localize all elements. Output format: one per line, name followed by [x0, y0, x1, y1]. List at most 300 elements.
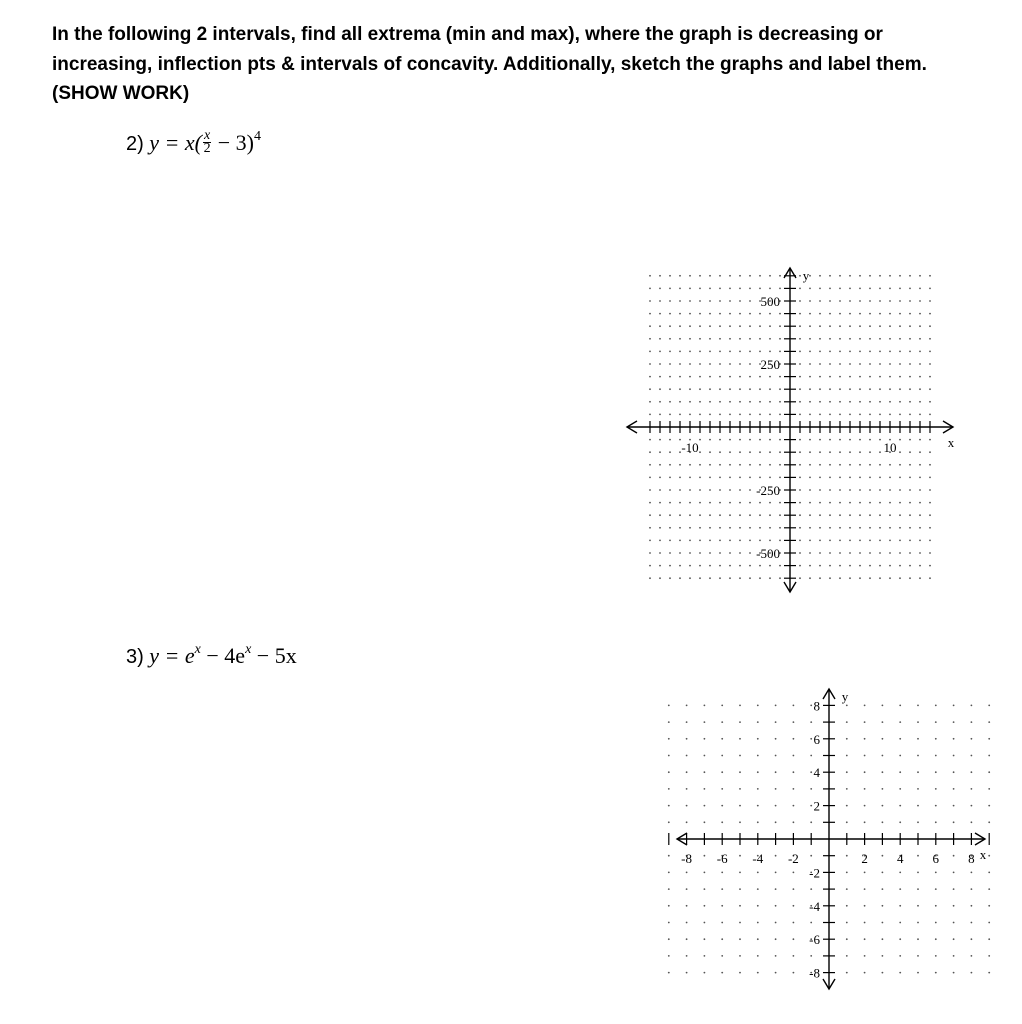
grid-dot [719, 401, 721, 403]
grid-dot [953, 788, 955, 790]
grid-dot [689, 363, 691, 365]
x-tick-label: -8 [681, 851, 693, 866]
grid-dot [899, 451, 901, 453]
grid-dot [709, 439, 711, 441]
grid-dot [669, 477, 671, 479]
grid-dot [775, 821, 777, 823]
grid-dot [839, 489, 841, 491]
grid-dot [779, 502, 781, 504]
grid-dot [759, 451, 761, 453]
grid-dot [679, 502, 681, 504]
grid-dot [689, 325, 691, 327]
grid-dot [889, 514, 891, 516]
grid-dot [649, 401, 651, 403]
grid-dot [864, 738, 866, 740]
grid-dot [649, 388, 651, 390]
grid-dot [709, 451, 711, 453]
grid-dot [988, 805, 990, 807]
grid-dot [909, 514, 911, 516]
grid-dot [889, 288, 891, 290]
grid-dot [793, 738, 795, 740]
grid-dot [919, 313, 921, 315]
grid-dot [769, 338, 771, 340]
grid-dot [669, 325, 671, 327]
grid-dot [819, 288, 821, 290]
grid-dot [917, 872, 919, 874]
grid-dot [829, 313, 831, 315]
grid-dot [719, 464, 721, 466]
grid-dot [749, 376, 751, 378]
grid-dot [689, 288, 691, 290]
grid-dot [849, 451, 851, 453]
problem-3-exponent-2: x [245, 641, 252, 657]
grid-dot [919, 351, 921, 353]
grid-dot [668, 972, 670, 974]
grid-dot [971, 805, 973, 807]
problem-3-lhs: y = e [149, 643, 195, 668]
grid-dot [709, 502, 711, 504]
grid-dot [709, 351, 711, 353]
grid-dot [704, 788, 706, 790]
grid-dot [699, 376, 701, 378]
grid-dot [689, 414, 691, 416]
grid-dot [899, 721, 901, 723]
grid-dot [869, 477, 871, 479]
grid-dot [919, 552, 921, 554]
grid-dot [899, 938, 901, 940]
grid-dot [775, 888, 777, 890]
grid-dot [668, 922, 670, 924]
grid-dot [699, 313, 701, 315]
grid-dot [699, 464, 701, 466]
grid-dot [719, 502, 721, 504]
grid-dot [829, 477, 831, 479]
grid-dot [689, 514, 691, 516]
grid-dot [779, 414, 781, 416]
grid-dot [889, 325, 891, 327]
grid-dot [810, 755, 812, 757]
grid-dot [739, 872, 741, 874]
grid-dot [988, 755, 990, 757]
grid-dot [793, 888, 795, 890]
grid-dot [882, 955, 884, 957]
grid-dot [686, 872, 688, 874]
grid-dot [793, 955, 795, 957]
problem-2-number: 2) [126, 133, 144, 155]
grid-dot [799, 464, 801, 466]
grid-dot [679, 464, 681, 466]
grid-dot [775, 805, 777, 807]
grid-dot [859, 275, 861, 277]
grid-dot [739, 489, 741, 491]
grid-dot [799, 313, 801, 315]
grid-dot [859, 489, 861, 491]
grid-dot [739, 771, 741, 773]
grid-dot [749, 313, 751, 315]
grid-dot [859, 414, 861, 416]
grid-dot [819, 577, 821, 579]
grid-dot [668, 905, 670, 907]
grid-dot [799, 477, 801, 479]
grid-dot [709, 527, 711, 529]
grid-dot [839, 527, 841, 529]
x-tick-label: -4 [752, 851, 764, 866]
grid-dot [929, 388, 931, 390]
grid-dot [909, 313, 911, 315]
grid-dot [739, 821, 741, 823]
grid-dot [889, 527, 891, 529]
grid-dot [699, 300, 701, 302]
grid-dot [879, 363, 881, 365]
grid-dot [669, 288, 671, 290]
grid-dot [829, 502, 831, 504]
grid-dot [809, 351, 811, 353]
grid-dot [779, 401, 781, 403]
grid-dot [829, 565, 831, 567]
grid-dot [686, 788, 688, 790]
grid-dot [709, 275, 711, 277]
grid-dot [704, 805, 706, 807]
grid-dot [699, 275, 701, 277]
grid-dot [919, 439, 921, 441]
grid-dot [869, 552, 871, 554]
grid-dot [919, 401, 921, 403]
grid-dot [953, 955, 955, 957]
grid-dot [704, 721, 706, 723]
grid-dot [721, 771, 723, 773]
grid-dot [699, 489, 701, 491]
grid-dot [659, 325, 661, 327]
grid-dot [899, 805, 901, 807]
grid-dot [869, 363, 871, 365]
grid-dot [649, 338, 651, 340]
grid-dot [649, 288, 651, 290]
grid-dot [929, 325, 931, 327]
grid-dot [729, 489, 731, 491]
grid-dot [769, 540, 771, 542]
grid-dot [882, 872, 884, 874]
graph-2-coordinate-grid [668, 689, 990, 989]
grid-dot [759, 577, 761, 579]
grid-dot [839, 388, 841, 390]
grid-dot [882, 721, 884, 723]
grid-dot [799, 351, 801, 353]
grid-dot [899, 288, 901, 290]
grid-dot [729, 275, 731, 277]
grid-dot [849, 527, 851, 529]
x-tick-label: -6 [716, 851, 728, 866]
grid-dot [729, 565, 731, 567]
grid-dot [749, 388, 751, 390]
grid-dot [810, 821, 812, 823]
grid-dot [679, 313, 681, 315]
grid-dot [839, 275, 841, 277]
grid-dot [909, 300, 911, 302]
grid-dot [757, 972, 759, 974]
grid-dot [869, 514, 871, 516]
grid-dot [919, 388, 921, 390]
grid-dot [839, 325, 841, 327]
grid-dot [917, 755, 919, 757]
grid-dot [935, 888, 937, 890]
grid-dot [759, 527, 761, 529]
grid-dot [679, 414, 681, 416]
grid-dot [799, 288, 801, 290]
grid-dot [879, 300, 881, 302]
grid-dot [719, 275, 721, 277]
grid-dot [879, 338, 881, 340]
grid-dot [659, 363, 661, 365]
grid-dot [864, 938, 866, 940]
grid-dot [659, 376, 661, 378]
grid-dot [669, 565, 671, 567]
grid-dot [689, 401, 691, 403]
grid-dot [889, 540, 891, 542]
grid-dot [669, 540, 671, 542]
grid-dot [659, 477, 661, 479]
grid-dot [919, 376, 921, 378]
grid-dot [935, 955, 937, 957]
grid-dot [729, 376, 731, 378]
grid-dot [719, 451, 721, 453]
grid-dot [709, 363, 711, 365]
grid-dot [849, 313, 851, 315]
grid-dot [879, 351, 881, 353]
grid-dot [859, 376, 861, 378]
grid-dot [686, 755, 688, 757]
grid-dot [819, 414, 821, 416]
grid-dot [704, 755, 706, 757]
grid-dot [971, 755, 973, 757]
grid-dot [909, 489, 911, 491]
grid-dot [809, 540, 811, 542]
grid-dot [859, 540, 861, 542]
grid-dot [739, 288, 741, 290]
grid-dot [829, 451, 831, 453]
grid-dot [739, 325, 741, 327]
grid-dot [799, 300, 801, 302]
grid-dot [829, 464, 831, 466]
grid-dot [719, 288, 721, 290]
grid-dot [793, 721, 795, 723]
grid-dot [686, 972, 688, 974]
grid-dot [909, 288, 911, 290]
grid-dot [988, 721, 990, 723]
grid-dot [869, 275, 871, 277]
grid-dot [757, 938, 759, 940]
grid-dot [810, 955, 812, 957]
grid-dot [819, 489, 821, 491]
grid-dot [704, 955, 706, 957]
grid-dot [699, 439, 701, 441]
grid-dot [679, 351, 681, 353]
grid-dot [704, 821, 706, 823]
grid-dot [889, 552, 891, 554]
grid-dot [829, 552, 831, 554]
grid-dot [864, 888, 866, 890]
grid-dot [899, 888, 901, 890]
grid-dot [909, 451, 911, 453]
grid-dot [799, 376, 801, 378]
grid-dot [779, 451, 781, 453]
grid-dot [809, 288, 811, 290]
grid-dot [879, 388, 881, 390]
grid-dot [899, 439, 901, 441]
grid-dot [849, 288, 851, 290]
grid-dot [849, 300, 851, 302]
grid-dot [679, 363, 681, 365]
grid-dot [889, 313, 891, 315]
grid-dot [889, 275, 891, 277]
grid-dot [935, 972, 937, 974]
grid-dot [899, 313, 901, 315]
grid-dot [719, 313, 721, 315]
grid-dot [721, 922, 723, 924]
grid-dot [769, 502, 771, 504]
grid-dot [899, 540, 901, 542]
grid-dot [769, 351, 771, 353]
grid-dot [971, 738, 973, 740]
grid-dot [864, 872, 866, 874]
grid-dot [668, 738, 670, 740]
grid-dot [899, 738, 901, 740]
grid-dot [649, 451, 651, 453]
grid-dot [659, 489, 661, 491]
grid-dot [953, 721, 955, 723]
grid-dot [859, 514, 861, 516]
grid-dot [719, 388, 721, 390]
grid-dot [689, 388, 691, 390]
grid-dot [839, 363, 841, 365]
grid-dot [679, 338, 681, 340]
grid-dot [917, 955, 919, 957]
grid-dot [689, 502, 691, 504]
grid-dot [849, 363, 851, 365]
grid-dot [659, 275, 661, 277]
grid-dot [749, 300, 751, 302]
grid-dot [935, 705, 937, 707]
grid-dot [819, 275, 821, 277]
grid-dot [809, 363, 811, 365]
problem-2-lhs: y = x( [149, 130, 202, 155]
grid-dot [721, 755, 723, 757]
grid-dot [929, 351, 931, 353]
grid-dot [809, 514, 811, 516]
grid-dot [649, 514, 651, 516]
grid-dot [909, 577, 911, 579]
grid-dot [719, 325, 721, 327]
grid-dot [793, 905, 795, 907]
grid-dot [849, 489, 851, 491]
grid-dot [889, 388, 891, 390]
grid-dot [719, 439, 721, 441]
grid-dot [882, 771, 884, 773]
grid-dot [749, 552, 751, 554]
problem-3-rest: − 5x [251, 643, 297, 668]
grid-dot [953, 888, 955, 890]
grid-dot [899, 821, 901, 823]
grid-dot [919, 540, 921, 542]
grid-dot [775, 771, 777, 773]
grid-dot [953, 771, 955, 773]
grid-dot [917, 938, 919, 940]
grid-dot [849, 376, 851, 378]
grid-dot [859, 502, 861, 504]
grid-dot [739, 755, 741, 757]
grid-dot [810, 922, 812, 924]
grid-dot [917, 788, 919, 790]
grid-dot [988, 922, 990, 924]
grid-dot [729, 288, 731, 290]
grid-dot [779, 376, 781, 378]
grid-dot [809, 565, 811, 567]
y-tick-label: 4 [813, 765, 820, 781]
problem-2-rest: − 3) [212, 130, 254, 155]
grid-dot [704, 922, 706, 924]
grid-dot [909, 565, 911, 567]
grid-dot [775, 955, 777, 957]
grid-dot [659, 502, 661, 504]
grid-dot [686, 922, 688, 924]
grid-dot [669, 552, 671, 554]
grid-dot [799, 577, 801, 579]
grid-dot [739, 502, 741, 504]
grid-dot [899, 771, 901, 773]
grid-dot [859, 439, 861, 441]
grid-dot [971, 922, 973, 924]
grid-dot [929, 401, 931, 403]
grid-dot [889, 489, 891, 491]
grid-dot [864, 905, 866, 907]
grid-dot [935, 755, 937, 757]
grid-dot [929, 514, 931, 516]
grid-dot [739, 300, 741, 302]
grid-dot [929, 540, 931, 542]
grid-dot [846, 755, 848, 757]
grid-dot [929, 527, 931, 529]
grid-dot [659, 451, 661, 453]
grid-dot [935, 905, 937, 907]
grid-dot [659, 351, 661, 353]
x-tick-label: 4 [896, 851, 904, 866]
grid-dot [709, 489, 711, 491]
x-tick-label: 6 [932, 851, 940, 866]
grid-dot [859, 451, 861, 453]
grid-dot [889, 477, 891, 479]
grid-dot [919, 288, 921, 290]
y-tick-label: -500 [756, 546, 780, 561]
grid-dot [819, 451, 821, 453]
grid-dot [988, 771, 990, 773]
y-tick-label: -2 [809, 865, 820, 881]
grid-dot [739, 451, 741, 453]
grid-dot [809, 502, 811, 504]
grid-dot [859, 577, 861, 579]
grid-dot [899, 376, 901, 378]
grid-dot [917, 905, 919, 907]
grid-dot [739, 477, 741, 479]
grid-dot [739, 439, 741, 441]
grid-dot [659, 439, 661, 441]
grid-dot [864, 821, 866, 823]
grid-dot [869, 288, 871, 290]
grid-dot [839, 338, 841, 340]
grid-dot [775, 855, 777, 857]
grid-dot [759, 325, 761, 327]
grid-dot [909, 477, 911, 479]
grid-dot [689, 489, 691, 491]
grid-dot [809, 325, 811, 327]
